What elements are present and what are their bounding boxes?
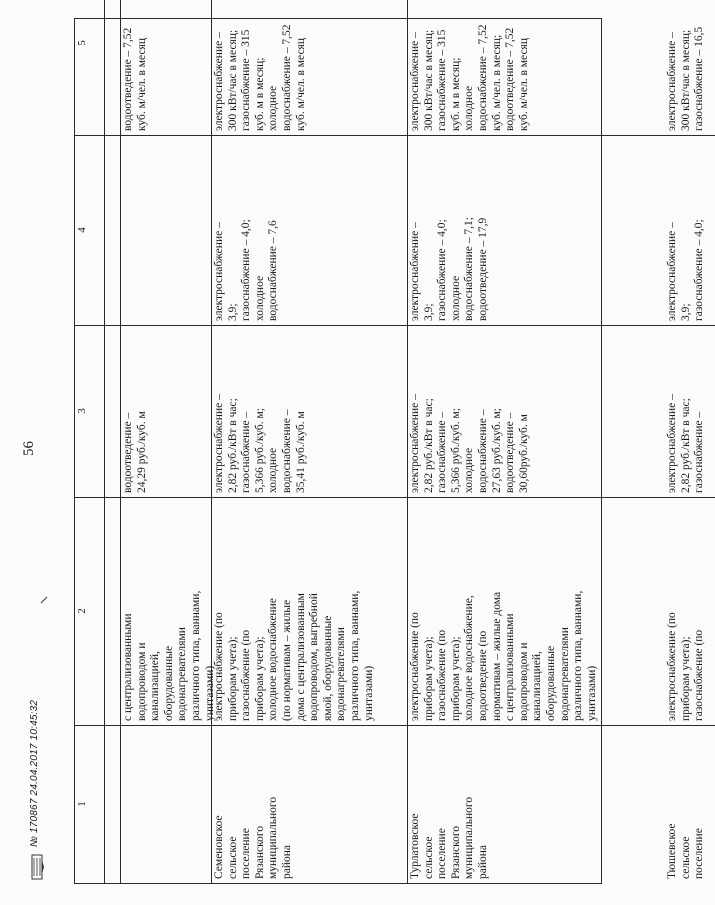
table-cell-r1-c5: водоотведение – 7,52 куб. м/чел. в месяц [121,0,212,135]
table-cell-r3-c4: электроснабжение – 3,9; газоснабжение – 4,0; холодное водоснабжение – 7,1; водоотведение – 17,9 [408,135,665,325]
table-cell-r3-c3: электроснабжение – 2,82 руб./кВт в час; газоснабжение – 5,366 руб./куб. м; холодное водоснабжение – 27,63 руб./куб. м; водоотведение – 30,60руб./куб. м [408,325,665,497]
table-cell-r4-c5: электроснабжение – 300 кВт/час в месяц; газоснабжение – 16,5 [665,0,715,135]
table-cell-r3-c1: Турлатовское сельское поселение Рязанского муниципального района [408,725,665,883]
table-cell-r3-c5: электроснабжение – 300 кВт/час в месяц; газоснабжение – 315 куб. м в месяц; холодное водоснабжение – 7,52 куб. м/чел. в месяц; водоотведение – 7,52 куб. м/чел. в месяц [408,0,665,135]
table-cell-r1-c1 [121,725,212,883]
scan-id: № 170867 24.04.2017 10:45:32 [29,699,40,847]
table-cell-r2-c1: Семеновское сельское поселение Рязанского муниципального района [212,725,408,883]
table-cell-r2-c3: электроснабжение – 2,82 руб./кВт в час; газоснабжение – 5,366 руб./куб. м; холодное водоснабжение – 35,41 руб./куб. м [212,325,408,497]
table-cell-r2-c5: электроснабжение – 300 кВт/час в месяц; газоснабжение – 315 куб. м в месяц; холодное водоснабжение – 7,52 куб. м/чел. в месяц [212,0,408,135]
table-cell-r4-c2: электроснабжение (по приборам учета); газоснабжение (по [665,497,715,725]
tariff-table [74,18,706,884]
column-header-3: 3 [75,325,105,497]
scan-footer [28,596,44,886]
table-cell-r1-c4 [121,135,212,325]
header-spacer-cell [105,725,121,883]
column-header-5: 5 [75,0,105,135]
table-cell-r3-c2: электроснабжение (по приборам учета); газоснабжение (по приборам учета); холодное водоснабжение, водоотведение (по нормативам – жилые дома с централизованными водопроводом и канализацией, оборудованные водонагревателями различного типа, ваннами, унитазами) [408,497,665,725]
table-cell-r4-c4: электроснабжение – 3,9; газоснабжение – 4,0; [665,135,715,325]
column-header-4: 4 [75,135,105,325]
column-header-2: 2 [75,497,105,725]
header-spacer-cell [105,497,121,725]
page-number: 56 [21,441,37,456]
table-cell-r4-c1: Тюшевское сельское поселение [665,725,715,883]
table-cell-r1-c3: водоотведение – 24,29 руб./куб. м [121,325,212,497]
header-spacer-cell [105,135,121,325]
header-spacer-cell [105,0,121,135]
rotated-table-wrapper [74,18,706,884]
header-spacer-cell [105,325,121,497]
table-cell-r1-c2: с централизованными водопроводом и канализацией, оборудованные водонагревателями различного типа, ваннами, унитазами) [121,497,212,725]
table-cell-r4-c3: электроснабжение – 2,82 руб./кВт в час; газоснабжение – [665,325,715,497]
table-cell-r2-c2: электроснабжение (по приборам учета); газоснабжение (по приборам учета); холодное водоснабжение (по нормативам – жилые дома с централизованным водопроводом, выгребной ямой, оборудованные водонагревателями различного типа, ваннами, унитазами) [212,497,408,725]
building-stamp-icon [30,852,44,882]
table-cell-r2-c4: электроснабжение – 3,9; газоснабжение – 4,0; холодное водоснабжение – 7,6 [212,135,408,325]
column-header-1: 1 [75,725,105,883]
